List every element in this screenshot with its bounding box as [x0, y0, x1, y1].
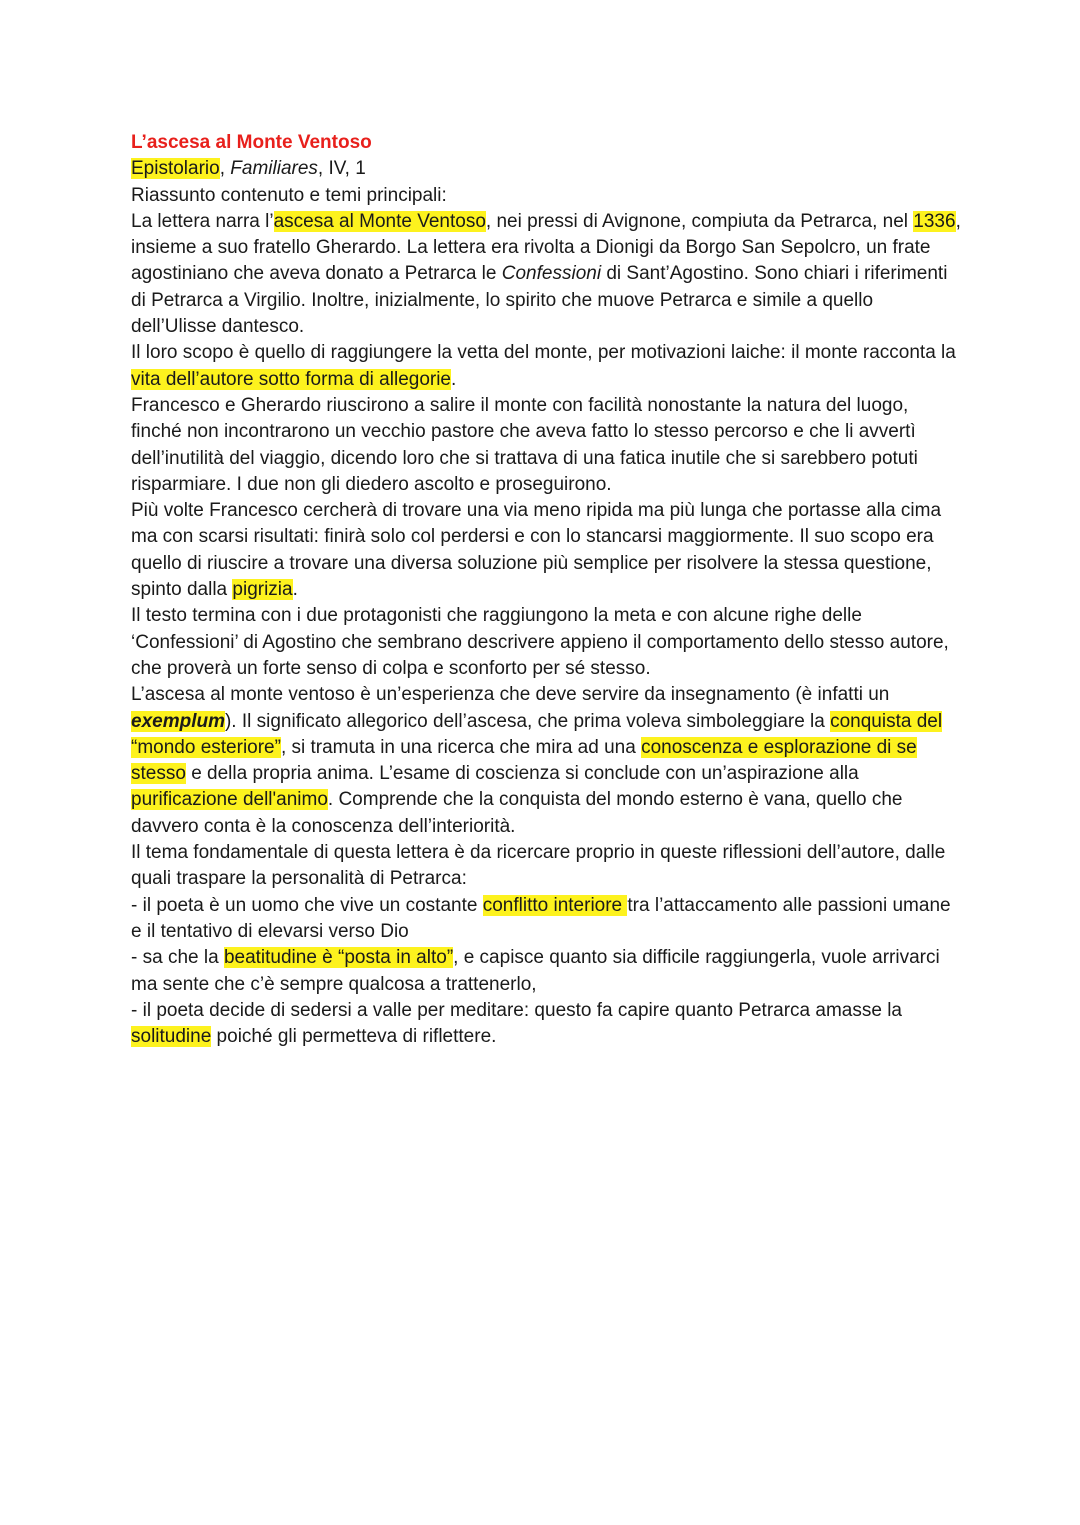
b2-highlight-1: beatitudine è “posta in alto” [223, 947, 454, 969]
p1-highlight-1: ascesa al Monte Ventoso [273, 210, 486, 232]
p1-text-2: , nei pressi di Avignone, compiuta da Petrarca, nel [485, 210, 914, 232]
b1-text-2: tra l’attaccamento alle passioni umane e il tentativo di elevarsi verso Dio [131, 894, 951, 942]
paragraph-5: Il testo termina con i due protagonisti che raggiungono la meta e con alcune righe delle ‘Confessioni’ di Agostino che sembrano descrivere appieno il comportamento dello stesso autore, che proverà un forte senso di colpa e sconforto per sé stesso. [131, 605, 949, 679]
b2-text-2: , e capisce quanto sia difficile raggiungerla, vuole arrivarci ma sente che c’è sempre qualcosa a trattenerlo, [131, 947, 940, 995]
paragraph-3: Francesco e Gherardo riuscirono a salire il monte con facilità nonostante la natura del luogo, finché non incontrarono un vecchio pastore che aveva fatto lo stesso percorso e che li avvertì dell’inutilità del viaggio, dicendo loro che si trattava di una fatica inutile che si sarebbero potuti risparmiare. I due non gli diedero ascolto e proseguirono. [131, 394, 918, 495]
source-separator: , [219, 158, 231, 180]
document-title: L’ascesa al Monte Ventoso [131, 132, 372, 153]
p2-text-2: . [451, 368, 457, 390]
p1-highlight-2: 1336 [913, 210, 956, 232]
p6-text-2: ). Il significato allegorico dell’ascesa, che prima voleva simboleggiare la [224, 710, 831, 732]
p6-text-3: , si tramuta in una ricerca che mira ad una [280, 736, 642, 758]
source-reference [131, 156, 961, 182]
p4-highlight-1: pigrizia [232, 579, 293, 601]
p6-emphasis-1: exemplum [131, 710, 225, 732]
p1-italic-1: Confessioni [501, 263, 602, 285]
p2-highlight-1: vita dell’autore sotto forma di allegorie [131, 368, 452, 390]
p6-highlight-3: purificazione dell'animo [131, 789, 328, 811]
paragraph-6 [131, 682, 961, 840]
bullet-1 [131, 893, 961, 946]
b1-text-1: - il poeta è un uomo che vive un costante [131, 894, 483, 916]
b3-highlight-1: solitudine [131, 1026, 212, 1048]
p6-highlight-1: conquista del “mondo esteriore” [131, 710, 943, 758]
p6-text-4: e della propria anima. L’esame di coscienza si conclude con un’aspirazione alla [185, 763, 859, 785]
source-ref: , IV, 1 [317, 158, 366, 180]
p4-text-1: Più volte Francesco cercherà di trovare una via meno ripida ma più lunga che portasse alla cima ma con scarsi risultati: finirà solo col perdersi e con lo stancarsi maggiormente. Il suo scopo era quello di riuscire a trovare una diversa soluzione più semplice per risolvere la stessa questione, spinto dalla [131, 500, 942, 601]
p1-text-3: , insieme a suo fratello Gherardo. La lettera era rivolta a Dionigi da Borgo San Sepolcro, un frate agostiniano che aveva donato a Petrarca le [131, 210, 961, 285]
b3-text-1: - il poeta decide di sedersi a valle per meditare: questo fa capire quanto Petrarca amasse la [131, 999, 902, 1021]
b2-text-1: - sa che la [131, 947, 224, 969]
document-body [131, 130, 961, 1050]
document-subtitle: Riassunto contenuto e temi principali: [131, 184, 447, 206]
bullet-3 [131, 998, 961, 1051]
p6-text-1: L’ascesa al monte ventoso è un’esperienza che deve servire da insegnamento (è infatti un [131, 684, 890, 706]
b1-highlight-1: conflitto interiore [482, 894, 628, 916]
paragraph-4 [131, 498, 961, 603]
p1-text-4: di Sant’Agostino. Sono chiari i riferimenti di Petrarca a Virgilio. Inoltre, inizialmente, lo spirito che muove Petrarca e simile a quello dell’Ulisse dantesco. [131, 263, 948, 338]
p6-highlight-2: conoscenza e esplorazione di se stesso [131, 736, 917, 785]
source-book: Familiares [230, 158, 318, 180]
source-work: Epistolario [131, 158, 220, 180]
b3-text-2: poiché gli permetteva di riflettere. [211, 1026, 497, 1048]
paragraph-2 [131, 340, 961, 393]
paragraph-1 [131, 209, 961, 340]
p1-text-1: La lettera narra l’ [131, 210, 274, 232]
paragraph-7: Il tema fondamentale di questa lettera è da ricercare proprio in queste riflessioni dell’autore, dalle quali traspare la personalità di Petrarca: [131, 842, 946, 890]
p2-text-1: Il loro scopo è quello di raggiungere la vetta del monte, per motivazioni laiche: il monte racconta la [131, 342, 956, 364]
p6-text-5: . Comprende che la conquista del mondo esterno è vana, quello che davvero conta è la conoscenza dell’interiorità. [131, 789, 903, 837]
p4-text-2: . [292, 579, 298, 601]
bullet-2 [131, 945, 961, 998]
